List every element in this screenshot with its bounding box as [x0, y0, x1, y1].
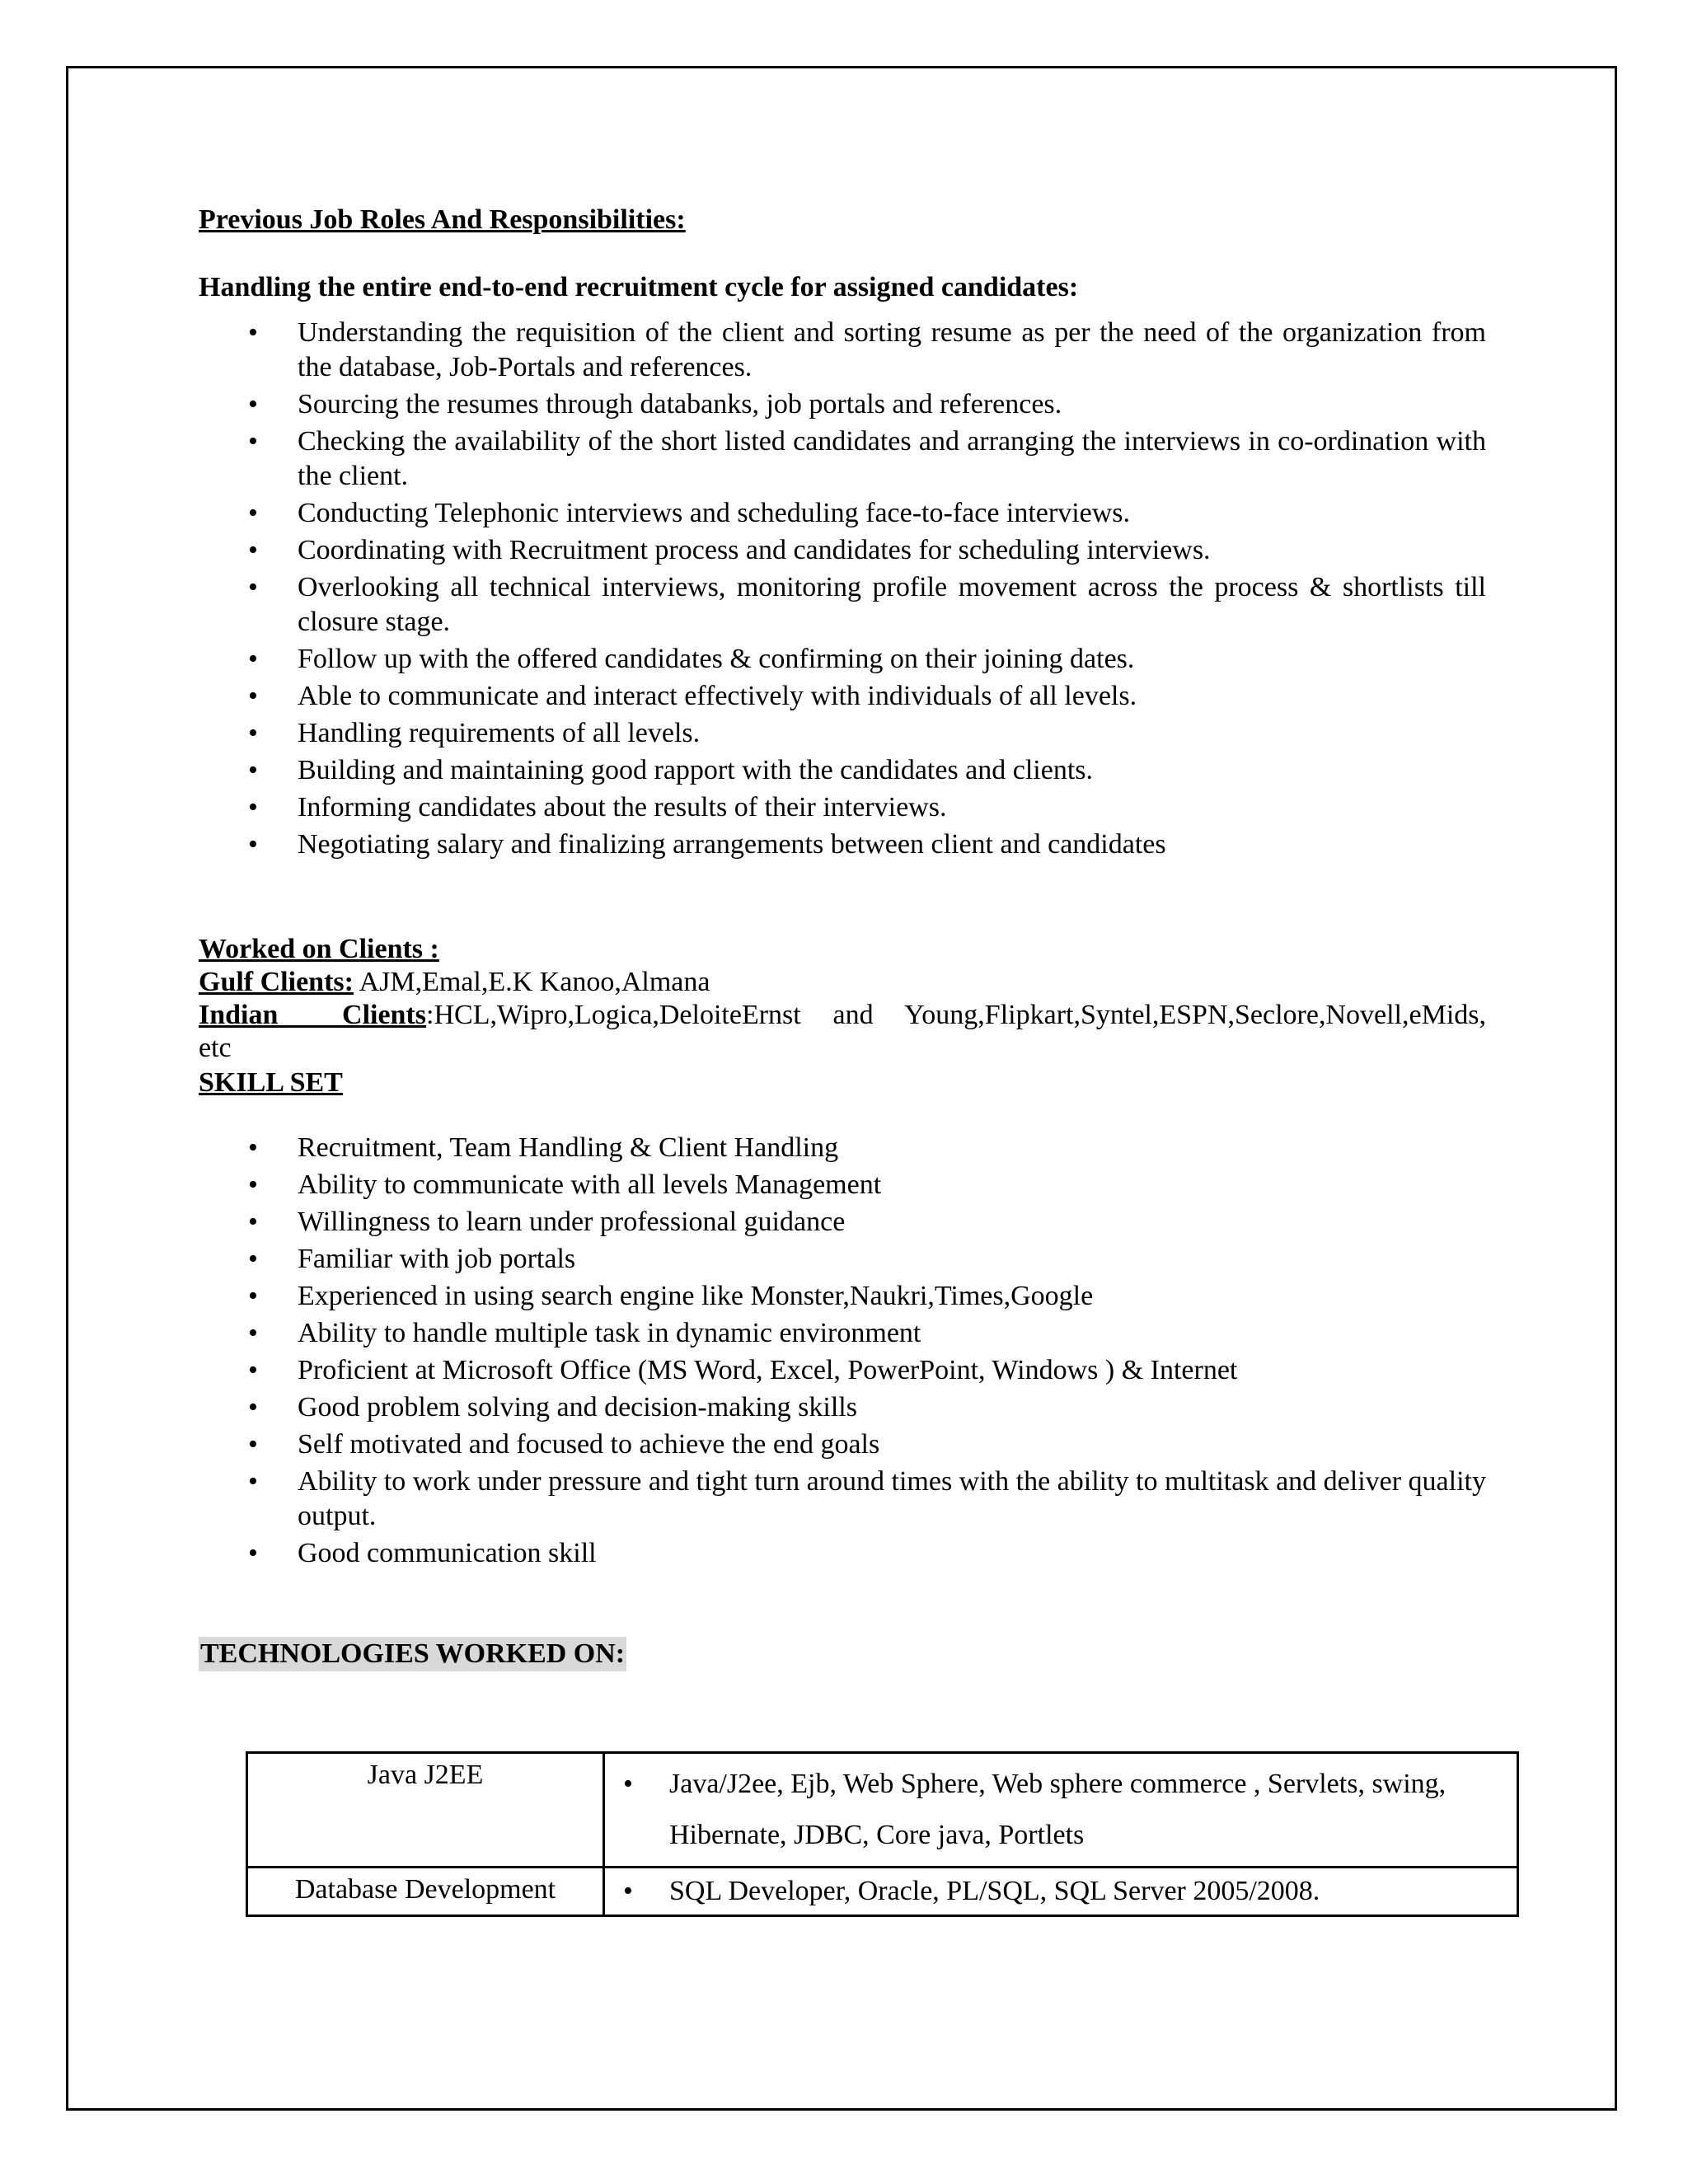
list-item: • Ability to handle multiple task in dynamic environment [199, 1316, 1486, 1351]
list-item: • Conducting Telephonic interviews and scheduling face-to-face interviews. [199, 496, 1486, 531]
skill-set-heading: SKILL SET [199, 1067, 343, 1099]
document-body [199, 202, 1486, 1671]
list-item: • Building and maintaining good rapport with the candidates and clients. [199, 753, 1486, 788]
responsibilities-list [199, 316, 1486, 862]
skills-list [199, 1131, 1486, 1571]
list-item: • Able to communicate and interact effectively with individuals of all levels. [199, 679, 1486, 714]
list-item: • Follow up with the offered candidates & confirming on their joining dates. [199, 642, 1486, 677]
list-item: • Informing candidates about the results of their interviews. [199, 790, 1486, 825]
list-item: • Good communication skill [199, 1536, 1486, 1571]
list-item: • Willingness to learn under professional guidance [199, 1205, 1486, 1240]
list-item: • Checking the availability of the short listed candidates and arranging the interviews in co-ordination with the client. [199, 424, 1486, 494]
list-item: • Handling requirements of all levels. [199, 716, 1486, 751]
indian-clients-line [199, 999, 1486, 1032]
indian-clients-continuation: etc [199, 1033, 232, 1064]
gulf-clients-label: Gulf Clients: [199, 967, 354, 998]
list-item: • Coordinating with Recruitment process and candidates for scheduling interviews. [199, 533, 1486, 568]
tech-category: Java J2EE [247, 1753, 604, 1868]
list-item: • Recruitment, Team Handling & Client Handling [199, 1131, 1486, 1165]
list-item: • Good problem solving and decision-making skills [199, 1390, 1486, 1425]
previous-roles-subheading: Handling the entire end-to-end recruitment cycle for assigned candidates: [199, 272, 1079, 303]
list-item: • Ability to communicate with all levels Management [199, 1168, 1486, 1202]
list-item: • Sourcing the resumes through databanks, job portals and references. [199, 387, 1486, 422]
list-item: • Understanding the requisition of the client and sorting resume as per the need of the organization from the database, Job-Portals and references. [199, 316, 1486, 385]
tech-items-cell [604, 1868, 1518, 1916]
list-item: • Self motivated and focused to achieve the end goals [199, 1427, 1486, 1462]
clients-heading: Worked on Clients : [199, 934, 439, 965]
list-item: • Overlooking all technical interviews, monitoring profile movement across the process & shortlists till closure stage. [199, 570, 1486, 640]
tech-items: Java/J2ee, Ejb, Web Sphere, Web sphere commerce , Servlets, swing, Hibernate, JDBC, Core java, Portlets [669, 1769, 1447, 1850]
list-item: • Proficient at Microsoft Office (MS Word, Excel, PowerPoint, Windows ) & Internet [199, 1353, 1486, 1388]
tech-items: SQL Developer, Oracle, PL/SQL, SQL Server 2005/2008. [669, 1876, 1320, 1906]
technologies-table [246, 1751, 1519, 1917]
previous-roles-heading: Previous Job Roles And Responsibilities: [199, 204, 686, 235]
list-item: • Familiar with job portals [199, 1242, 1486, 1277]
gulf-clients-line [199, 966, 1486, 999]
list-item: • Negotiating salary and finalizing arrangements between client and candidates [199, 827, 1486, 862]
indian-clients-label: Indian Clients [199, 1000, 427, 1031]
table-row [247, 1868, 1518, 1916]
tech-items-cell [604, 1753, 1518, 1868]
indian-clients-value: :HCL,Wipro,Logica,DeloiteErnst and Young,Flipkart,Syntel,ESPN,Seclore,Novell,eMids, [426, 1000, 1486, 1031]
list-item: • Ability to work under pressure and tight turn around times with the ability to multitask and deliver quality output. [199, 1465, 1486, 1534]
list-item: • Experienced in using search engine like Monster,Naukri,Times,Google [199, 1279, 1486, 1314]
table-row [247, 1753, 1518, 1868]
tech-category: Database Development [247, 1868, 604, 1916]
gulf-clients-value: AJM,Emal,E.K Kanoo,Almana [353, 967, 710, 998]
bullet-icon: • [623, 1876, 633, 1906]
technologies-heading: TECHNOLOGIES WORKED ON: [199, 1637, 626, 1671]
bullet-icon: • [623, 1769, 633, 1799]
